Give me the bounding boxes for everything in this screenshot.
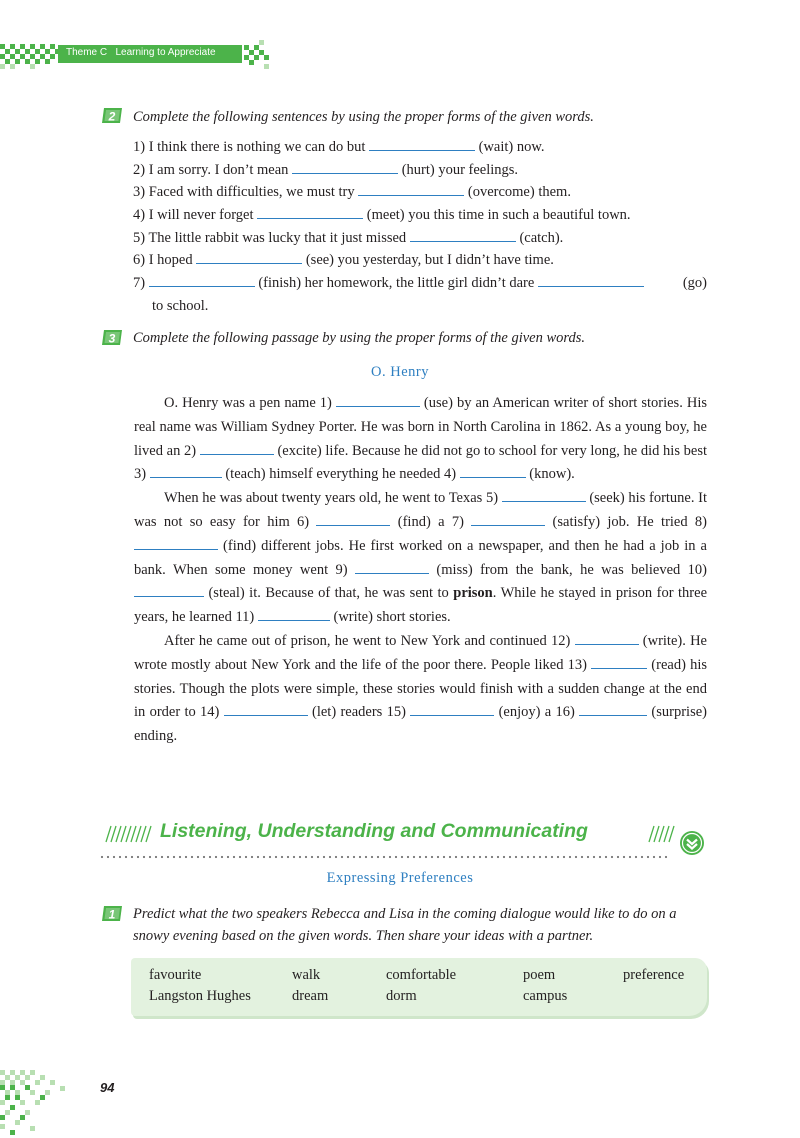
answer-blank[interactable] [196,250,302,264]
sentence-3: 3) Faced with difficulties, we must try (overcome) them. [133,184,571,200]
word-bank-item: walk [292,967,321,983]
word-bank-box [131,958,707,1016]
exercise-2-instruction: Complete the following sentences by using the proper forms of the given words. [133,109,594,125]
answer-blank[interactable] [316,512,390,526]
word-bank-item: preference [623,967,685,983]
sentence-4: 4) I will never forget (meet) you this time in such a beautiful town. [133,207,631,223]
answer-blank[interactable] [410,228,516,242]
answer-blank[interactable] [502,488,586,502]
exercise-number-badge-icon [101,107,123,124]
answer-blank[interactable] [200,441,274,455]
exercise-3-instruction: Complete the following passage by using the proper forms of the given words. [133,330,586,346]
answer-blank[interactable] [134,536,218,550]
sentence-6: 6) I hoped (see) you yesterday, but I didn’t have time. [133,252,554,268]
answer-blank[interactable] [410,702,494,716]
subsection-title: Expressing Preferences [326,870,474,886]
sentence-1: 1) I think there is nothing we can do but (wait) now. [133,139,545,155]
slash-decoration-icon [103,824,153,844]
word-bank-item: comfortable [386,967,457,983]
theme-title: Learning to Appreciate [115,47,216,58]
answer-blank[interactable] [471,512,545,526]
passage-paragraph-3: After he came out of prison, he went to New York and continued 12) (write). He wrote mostly about New York and the life of the poor there. People liked 13) (read) his stories. Though the plots were simple, these stories would finish with a sudden change at the end in order to 14) (let) readers 15) (enjoy) a 16) (surprise) ending. [134,632,707,745]
answer-blank[interactable] [336,393,420,407]
exercise-1-instruction: Predict what the two speakers Rebecca and Lisa in the coming dialogue would like to do on a snowy evening based on the given words. Then share your ideas with a partner. [133,906,677,944]
passage-paragraph-1: O. Henry was a pen name 1) (use) by an American writer of short stories. His real name was William Sydney Porter. He was born in North Carolina in 1862. As a young boy, he lived an 2) (excite) life. Because he did not go to school for very long, he did his best 3) (teach) himself everything he needed 4) (know). [134,395,707,483]
svg-text:3: 3 [108,331,116,346]
exercise-number-badge-icon [101,905,123,922]
answer-blank[interactable] [134,583,204,597]
passage-paragraph-2: When he was about twenty years old, he went to Texas 5) (seek) his fortune. It was not so easy for him 6) (find) a 7) (satisfy) job. He tried 8) (find) different jobs. He first worked on a newspaper, and then he had a job in a bank. When some money went 9) (miss) from the bank, he was believed 10) (steal) it. Because of that, he was sent to prison. While he stayed in prison for three years, he learned 11) (write) short stories. [134,490,708,626]
answer-blank[interactable] [575,631,639,645]
page-number: 94 [100,1080,115,1095]
word-bank-item: campus [523,988,568,1004]
answer-blank[interactable] [258,607,330,621]
answer-blank[interactable] [460,464,526,478]
word-bank-item: dream [292,988,329,1004]
word-bank-item: Langston Hughes [149,988,251,1004]
sentence-2: 2) I am sorry. I don’t mean (hurt) your feelings. [133,162,519,178]
svg-text:2: 2 [108,109,116,124]
sentence-7: 7) (finish) her homework, the little girl didn’t dare (go) [133,275,707,291]
svg-text:1: 1 [108,907,116,922]
answer-blank[interactable] [257,205,363,219]
answer-blank[interactable] [292,160,398,174]
bold-word: prison [453,585,493,602]
passage-body [134,392,707,749]
pixel-pattern-decoration [0,1066,100,1138]
word-bank-item: favourite [149,967,202,983]
sentence-7-continued: to school. [152,298,209,314]
running-header [66,47,216,58]
answer-blank[interactable] [591,655,647,669]
answer-blank[interactable] [369,137,475,151]
slash-decoration-icon [646,824,678,844]
word-bank-item: poem [523,967,556,983]
section-title: Listening, Understanding and Communicating [160,820,588,842]
answer-blank[interactable] [355,560,429,574]
passage-title: O. Henry [371,364,429,380]
answer-blank[interactable] [358,182,464,196]
exercise-number-badge-icon [101,329,123,346]
answer-blank[interactable] [150,464,222,478]
dotted-divider [100,855,672,859]
answer-blank[interactable] [149,273,255,287]
answer-blank[interactable] [579,702,647,716]
theme-label: Theme C [66,47,108,58]
word-bank-item: dorm [386,988,417,1004]
answer-blank[interactable] [538,273,644,287]
sentence-5: 5) The little rabbit was lucky that it just missed (catch). [133,230,564,246]
answer-blank[interactable] [224,702,308,716]
chevron-down-circle-icon [679,830,705,856]
